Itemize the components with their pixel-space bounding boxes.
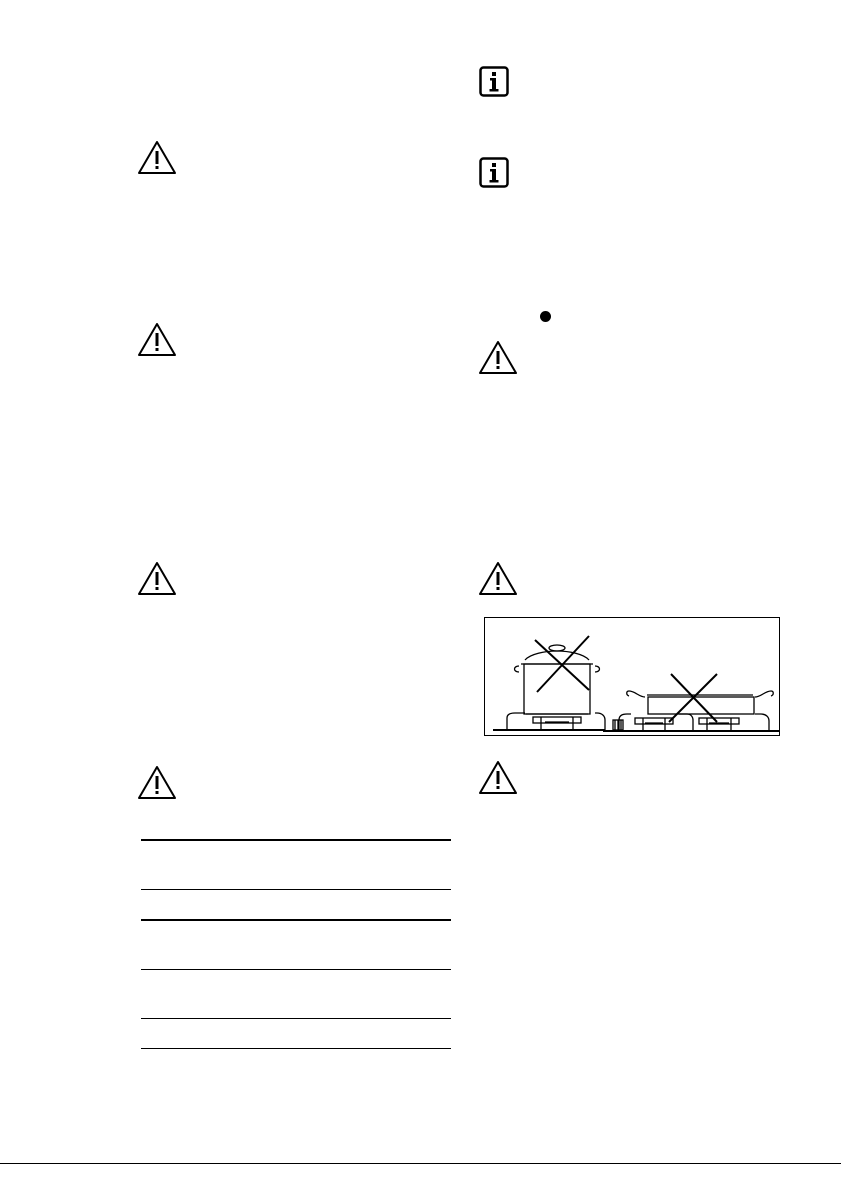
warning-triangle-icon <box>478 561 518 597</box>
info-icon <box>479 157 509 188</box>
burner-icon <box>507 713 623 730</box>
table-row <box>141 1019 451 1049</box>
tall-pot-icon <box>515 645 600 714</box>
cookware-illustration <box>484 617 780 736</box>
info-icon <box>479 66 509 97</box>
wide-pan-icon <box>627 691 774 714</box>
warning-triangle-icon <box>137 140 177 176</box>
table-row <box>141 970 451 1019</box>
footer-divider <box>0 1163 841 1164</box>
warning-triangle-icon <box>137 322 177 358</box>
table-row <box>141 840 451 890</box>
warning-triangle-icon <box>137 561 177 597</box>
cross-mark-icon <box>535 636 717 722</box>
warning-triangle-icon <box>478 340 518 376</box>
cookware-drawing <box>485 618 779 735</box>
warning-triangle-icon <box>137 765 177 801</box>
burner-icon <box>619 714 769 730</box>
table-row <box>141 890 451 921</box>
bullet-dot-icon <box>540 311 551 322</box>
table-row <box>141 920 451 970</box>
specification-table <box>141 839 451 1049</box>
warning-triangle-icon <box>478 760 518 796</box>
